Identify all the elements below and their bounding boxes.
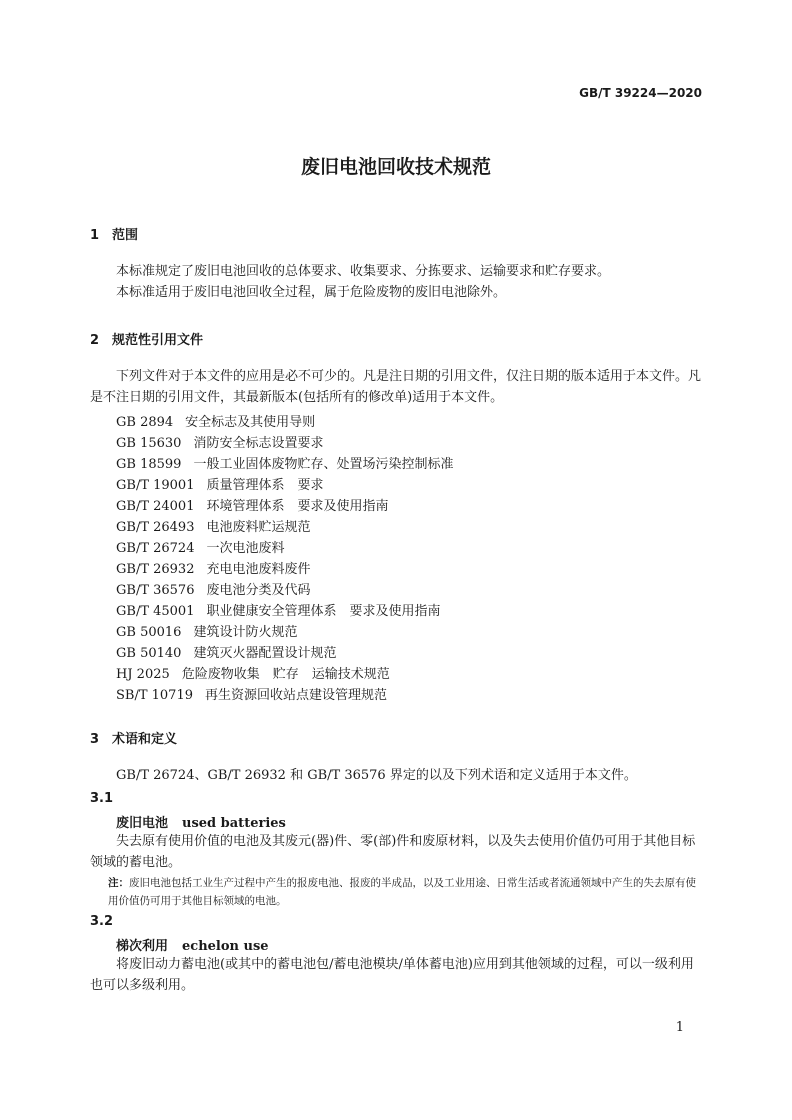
reference-title: 建筑设计防火规范 xyxy=(193,625,298,640)
reference-code: GB/T 26493 xyxy=(116,520,195,535)
reference-item xyxy=(116,453,453,472)
section-1-heading xyxy=(90,224,138,243)
reference-title: 职业健康安全管理体系 要求及使用指南 xyxy=(206,604,441,619)
reference-item xyxy=(116,558,311,577)
term-heading xyxy=(116,935,269,954)
section-number: 1 xyxy=(90,228,100,243)
clause-number: 3.1 xyxy=(90,791,114,806)
reference-code: GB 50016 xyxy=(116,625,182,640)
reference-code: HJ 2025 xyxy=(116,667,170,682)
term-en: echelon use xyxy=(182,939,269,954)
reference-title: 消防安全标志设置要求 xyxy=(193,436,324,451)
reference-code: GB 18599 xyxy=(116,457,182,472)
reference-title: 环境管理体系 要求及使用指南 xyxy=(206,499,389,514)
reference-title: 一次电池废料 xyxy=(206,541,285,556)
note xyxy=(108,874,702,910)
reference-item xyxy=(116,537,285,556)
reference-code: GB/T 36576 xyxy=(116,583,195,598)
reference-code: GB 15630 xyxy=(116,436,182,451)
reference-item xyxy=(116,663,390,682)
section-number: 3 xyxy=(90,732,100,747)
section-2-heading xyxy=(90,329,203,348)
reference-title: 再生资源回收站点建设管理规范 xyxy=(205,688,388,703)
reference-title: 一般工业固体废物贮存、处置场污染控制标准 xyxy=(193,457,454,472)
term-definition: 失去原有使用价值的电池及其废元(器)件、零(部)件和废原材料，以及失去使用价值仍可用于其他目标领域的蓄电池。 xyxy=(90,834,696,870)
reference-item xyxy=(116,600,441,619)
paragraph: GB/T 26724、GB/T 26932 和 GB/T 36576 界定的以及下列术语和定义适用于本文件。 xyxy=(116,768,637,783)
section-title: 范围 xyxy=(112,228,139,243)
term-en: used batteries xyxy=(182,816,286,831)
note-label: 注： xyxy=(108,877,129,889)
reference-code: GB/T 19001 xyxy=(116,478,195,493)
reference-item xyxy=(116,432,323,451)
standard-number: GB/T 39224—2020 xyxy=(579,86,702,100)
reference-code: GB 2894 xyxy=(116,415,174,430)
paragraph: 本标准适用于废旧电池回收全过程，属于危险废物的废旧电池除外。 xyxy=(116,285,507,300)
reference-code: GB/T 24001 xyxy=(116,499,195,514)
reference-code: GB/T 26932 xyxy=(116,562,195,577)
reference-title: 危险废物收集 贮存 运输技术规范 xyxy=(181,667,390,682)
reference-code: GB 50140 xyxy=(116,646,182,661)
reference-item xyxy=(116,474,324,493)
section-title: 术语和定义 xyxy=(112,732,178,747)
term-definition: 将废旧动力蓄电池(或其中的蓄电池包/蓄电池模块/单体蓄电池)应用到其他领域的过程，可以一级利用也可以多级利用。 xyxy=(90,957,694,993)
reference-item xyxy=(116,516,311,535)
section-3-heading xyxy=(90,728,177,747)
reference-item xyxy=(116,642,336,661)
section-title: 规范性引用文件 xyxy=(112,333,204,348)
document-title: 废旧电池回收技术规范 xyxy=(300,156,491,178)
reference-code: SB/T 10719 xyxy=(116,688,193,703)
term-zh: 梯次利用 xyxy=(116,939,169,954)
paragraph: 下列文件对于本文件的应用是必不可少的。凡是注日期的引用文件，仅注日期的版本适用于本文件。凡是不注日期的引用文件，其最新版本(包括所有的修改单)适用于本文件。 xyxy=(90,369,702,405)
reference-title: 充电电池废料废件 xyxy=(206,562,311,577)
reference-item xyxy=(116,411,315,430)
reference-item xyxy=(116,621,297,640)
page-number: 1 xyxy=(675,1020,684,1035)
reference-title: 安全标志及其使用导则 xyxy=(185,415,316,430)
reference-item xyxy=(116,684,387,703)
clause-number: 3.2 xyxy=(90,914,114,929)
reference-code: GB/T 26724 xyxy=(116,541,195,556)
note-text: 废旧电池包括工业生产过程中产生的报废电池、报废的半成品，以及工业用途、日常生活或者流通领域中产生的失去原有使用价值仍可用于其他目标领域的电池。 xyxy=(108,877,696,907)
section-number: 2 xyxy=(90,333,100,348)
reference-item xyxy=(116,579,311,598)
reference-item xyxy=(116,495,389,514)
term-zh: 废旧电池 xyxy=(116,816,169,831)
reference-code: GB/T 45001 xyxy=(116,604,195,619)
reference-title: 废电池分类及代码 xyxy=(206,583,311,598)
paragraph: 本标准规定了废旧电池回收的总体要求、收集要求、分拣要求、运输要求和贮存要求。 xyxy=(116,264,611,279)
reference-title: 电池废料贮运规范 xyxy=(206,520,311,535)
term-heading xyxy=(116,812,286,831)
reference-title: 质量管理体系 要求 xyxy=(206,478,324,493)
reference-title: 建筑灭火器配置设计规范 xyxy=(193,646,337,661)
